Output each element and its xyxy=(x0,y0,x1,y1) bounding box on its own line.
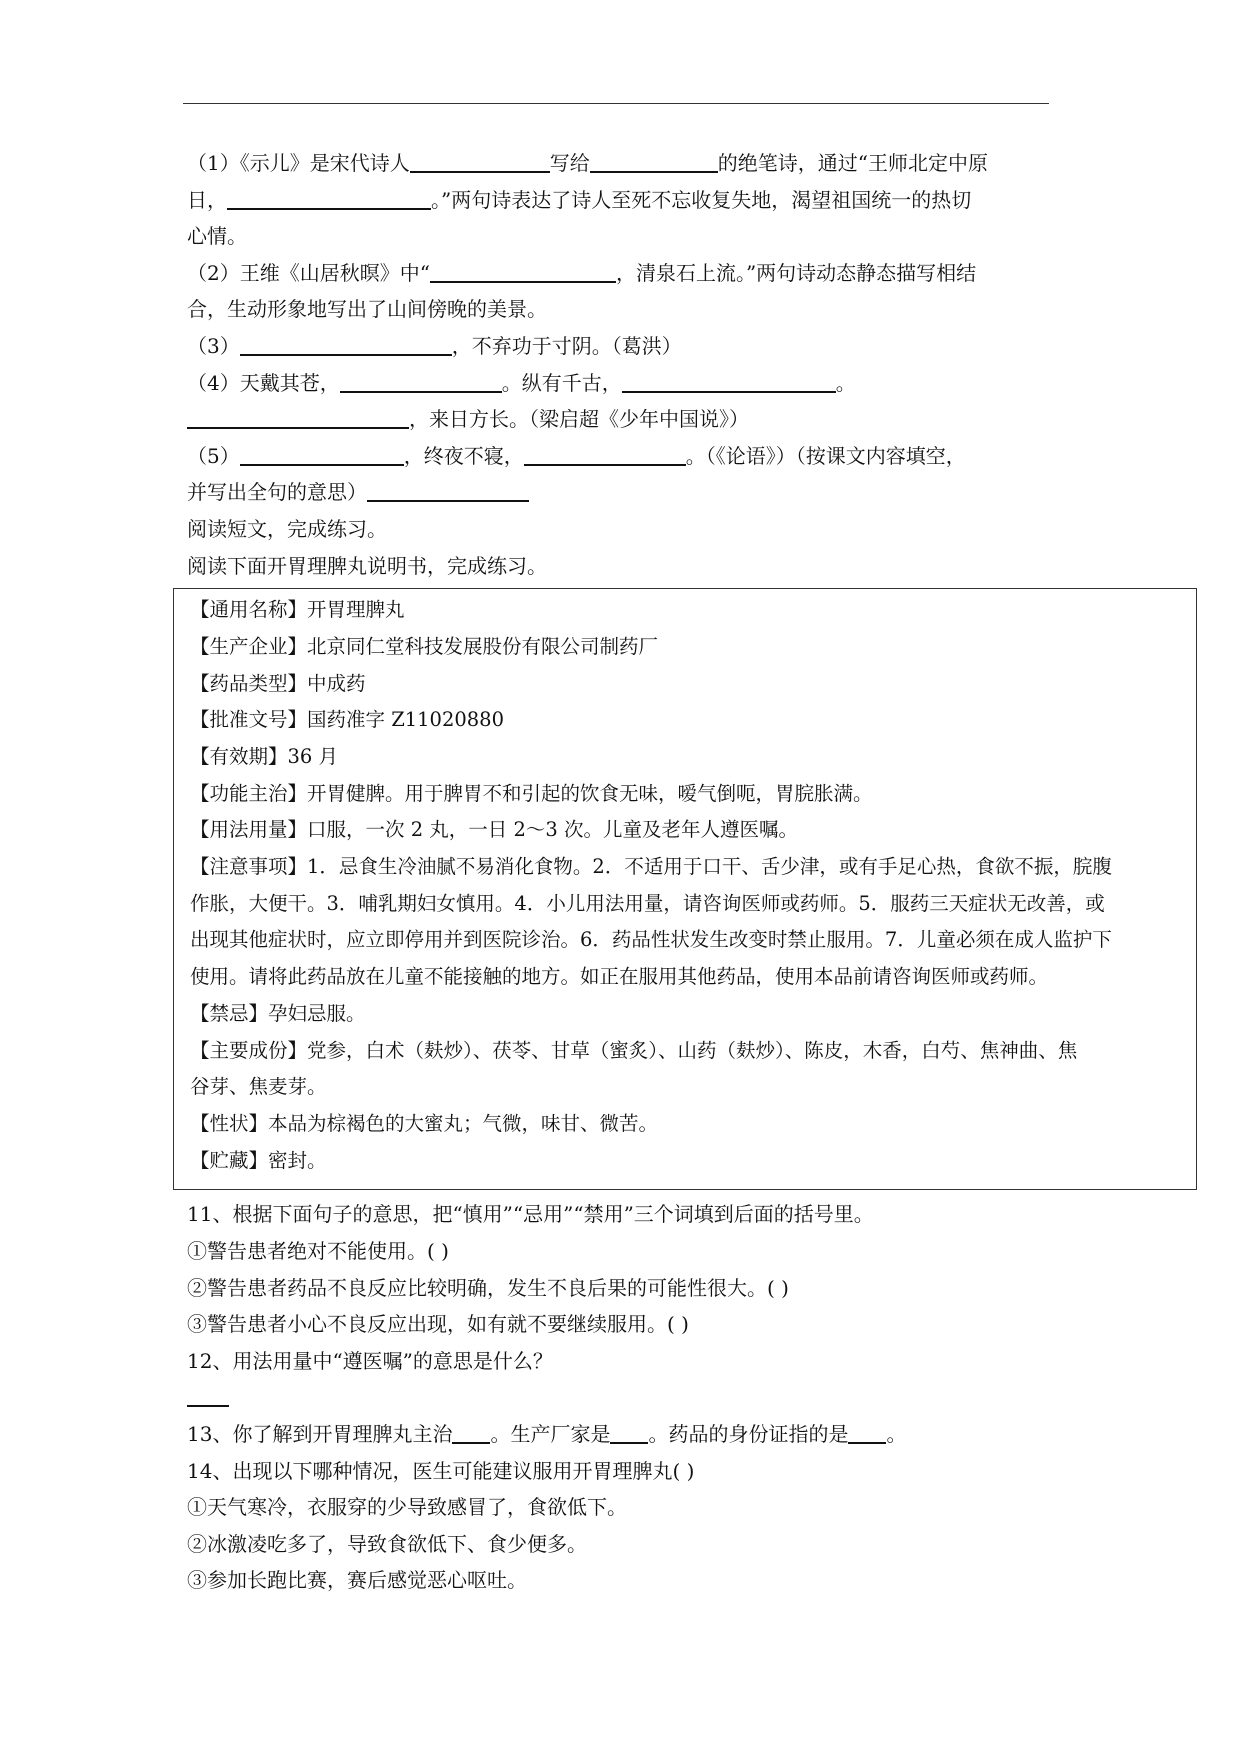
answer-blank[interactable] xyxy=(622,369,836,393)
leaflet-line: 出现其他症状时，应立即停用并到医院诊治。6．药品性状发生改变时禁止服用。7．儿童必须在成人监护下 xyxy=(190,928,1112,952)
q14-option-3[interactable]: ③参加长跑比赛，赛后感觉恶心呕吐。 xyxy=(187,1568,527,1593)
answer-parentheses[interactable]: ( ) xyxy=(427,1238,449,1263)
leaflet-line: 【通用名称】开胃理脾丸 xyxy=(190,598,405,622)
q10-4-text: 。纵有千古， xyxy=(501,370,622,395)
answer-blank[interactable] xyxy=(340,369,502,393)
q10-4-text: （4）天戴其苍， xyxy=(187,370,340,395)
q10-5-text: ，终夜不寝， xyxy=(403,443,524,468)
intro-text: 阅读下面开胃理脾丸说明书，完成练习。 xyxy=(187,553,547,578)
q10-2-text: ，清泉石上流。”两句诗动态静态描写相结 xyxy=(615,260,977,285)
q10-3-text: （3） xyxy=(187,333,240,358)
intro-text: 阅读短文，完成练习。 xyxy=(187,516,387,541)
q11-item-2 xyxy=(187,1270,1047,1307)
answer-blank[interactable] xyxy=(240,332,452,356)
q10-1-text: 。”两句诗表达了诗人至死不忘收复失地，渴望祖国统一的热切 xyxy=(431,187,972,212)
q11-item-3 xyxy=(187,1306,1047,1343)
q10-4-line2 xyxy=(187,401,1047,438)
medicine-leaflet-box xyxy=(173,588,1197,1190)
q10-2-line2 xyxy=(187,291,1047,328)
leaflet-line: 使用。请将此药品放在儿童不能接触的地方。如正在服用其他药品，使用本品前请咨询医师或药师。 xyxy=(190,965,1049,989)
worksheet-content xyxy=(187,145,1112,1599)
answer-parentheses[interactable]: ( ) xyxy=(767,1275,789,1300)
answer-blank[interactable] xyxy=(430,259,616,283)
q10-1-line1 xyxy=(187,145,1047,182)
leaflet-line: 【药品类型】中成药 xyxy=(190,671,366,695)
q13-line xyxy=(187,1416,1047,1453)
leaflet-line: 谷芽、焦麦芽。 xyxy=(190,1075,327,1099)
q10-5-line2 xyxy=(187,474,1047,511)
answer-blank[interactable] xyxy=(187,405,409,429)
answer-parentheses[interactable]: ( ) xyxy=(667,1312,689,1337)
leaflet-line: 【主要成份】党参，白术（麸炒）、茯苓、甘草（蜜炙）、山药（麸炒）、陈皮，木香，白芍、焦神曲、焦 xyxy=(190,1038,1078,1062)
leaflet-line: 作胀，大便干。3．哺乳期妇女慎用。4．小儿用法用量，请咨询医师或药师。5．服药三天症状无改善，或 xyxy=(190,891,1105,915)
answer-blank[interactable] xyxy=(187,1383,229,1407)
q10-1-text: 写给 xyxy=(549,151,590,175)
q10-1-line3 xyxy=(187,218,1047,255)
answer-parentheses[interactable]: ( ) xyxy=(672,1458,695,1483)
q10-5-text: （5） xyxy=(187,443,240,468)
q11-stem: 11、根据下面句子的意思，把“慎用”“忌用”“禁用”三个词填到后面的括号里。 xyxy=(187,1202,874,1227)
q10-5-text: 。（《论语》）（按课文内容填空， xyxy=(685,443,966,468)
q10-5-text: 并写出全句的意思） xyxy=(187,480,367,505)
leaflet-line: 【有效期】36 月 xyxy=(190,744,339,768)
q10-1-line2 xyxy=(187,182,1047,219)
q13-text: 。药品的身份证指的是 xyxy=(648,1421,849,1446)
answer-blank[interactable] xyxy=(524,442,686,466)
leaflet-line: 【性状】本品为棕褐色的大蜜丸；气微，味甘、微苦。 xyxy=(190,1111,659,1135)
q10-2-text: 合，生动形象地写出了山间傍晚的美景。 xyxy=(187,297,547,322)
q12-answer-line xyxy=(187,1379,1047,1416)
q11-item-text: ③警告患者小心不良反应出现，如有就不要继续服用。 xyxy=(187,1312,667,1337)
q11-item-text: ①警告患者绝对不能使用。 xyxy=(187,1238,427,1263)
q13-text: 13、你了解到开胃理脾丸主治 xyxy=(187,1421,453,1446)
q10-3-text: ，不弃功于寸阴。（葛洪） xyxy=(451,333,682,358)
answer-blank[interactable] xyxy=(367,478,529,502)
q10-3-line xyxy=(187,328,1047,365)
answer-blank[interactable] xyxy=(240,442,404,466)
q10-2-line1 xyxy=(187,255,1047,292)
header-rule xyxy=(183,103,1049,104)
q14-stem-text: 14、出现以下哪种情况，医生可能建议服用开胃理脾丸 xyxy=(187,1458,673,1483)
leaflet-line: 【生产企业】北京同仁堂科技发展股份有限公司制药厂 xyxy=(190,634,659,658)
q10-4-text: ，来日方长。（梁启超《少年中国说》） xyxy=(409,407,749,432)
answer-blank[interactable] xyxy=(410,149,550,173)
q10-1-text: 心情。 xyxy=(187,224,247,249)
q10-1-text: （1）《示儿》是宋代诗人 xyxy=(187,151,410,175)
q14-stem xyxy=(187,1453,1047,1490)
answer-blank[interactable] xyxy=(610,1420,648,1444)
leaflet-line: 【禁忌】孕妇忌服。 xyxy=(190,1001,366,1025)
answer-blank[interactable] xyxy=(848,1420,886,1444)
q10-4-line1 xyxy=(187,365,1047,402)
q13-text: 。生产厂家是 xyxy=(490,1421,611,1446)
answer-blank[interactable] xyxy=(227,186,431,210)
q14-option-2[interactable]: ②冰激凌吃多了，导致食欲低下、食少便多。 xyxy=(187,1531,587,1556)
q12-stem: 12、用法用量中“遵医嘱”的意思是什么？ xyxy=(187,1348,553,1373)
q11-item-1 xyxy=(187,1233,1047,1270)
q10-1-text: 的绝笔诗，通过“王师北定中原 xyxy=(717,151,988,175)
answer-blank[interactable] xyxy=(452,1420,490,1444)
leaflet-line: 【注意事项】1．忌食生冷油腻不易消化食物。2．不适用于口干、舌少津，或有手足心热，食欲不振，脘腹 xyxy=(190,855,1112,879)
q13-text: 。 xyxy=(886,1421,907,1446)
q11-item-text: ②警告患者药品不良反应比较明确，发生不良后果的可能性很大。 xyxy=(187,1275,767,1300)
leaflet-line: 【贮藏】密封。 xyxy=(190,1148,327,1172)
q14-option-1[interactable]: ①天气寒冷，衣服穿的少导致感冒了，食欲低下。 xyxy=(187,1495,627,1520)
q10-4-text: 。 xyxy=(835,370,856,395)
leaflet-line: 【功能主治】开胃健脾。用于脾胃不和引起的饮食无味，嗳气倒呃，胃脘胀满。 xyxy=(190,781,873,805)
answer-blank[interactable] xyxy=(590,149,718,173)
q10-1-text: 日， xyxy=(187,187,227,212)
q10-5-line1 xyxy=(187,438,1047,475)
leaflet-line: 【批准文号】国药准字 Z11020880 xyxy=(190,708,504,732)
leaflet-line: 【用法用量】口服，一次 2 丸，一日 2～3 次。儿童及老年人遵医嘱。 xyxy=(190,818,799,842)
q10-2-text: （2）王维《山居秋暝》中“ xyxy=(187,260,430,285)
